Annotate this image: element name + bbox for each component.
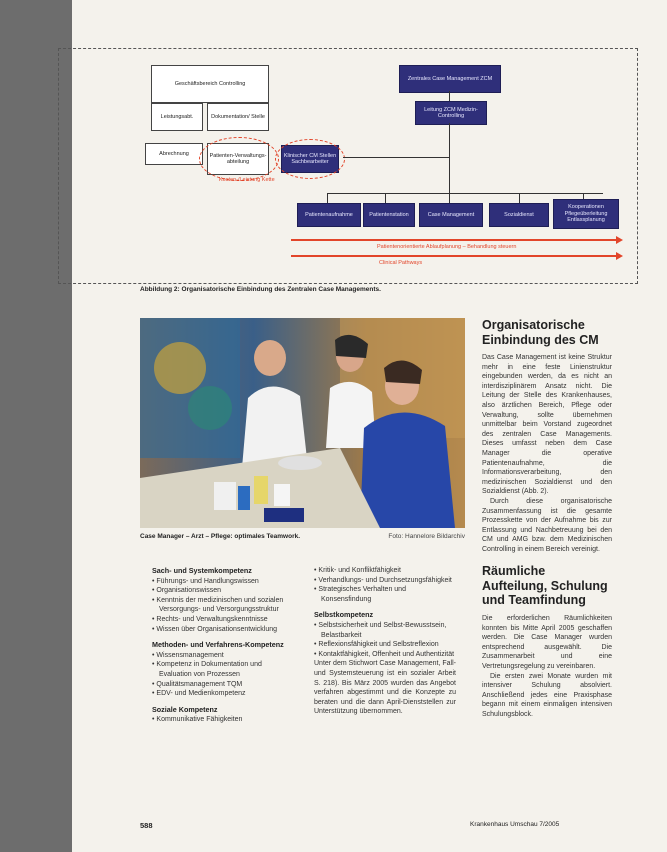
process-arrow <box>291 239 617 241</box>
list-item: • Führungs- und Handlungswissen <box>152 577 294 587</box>
photo-caption-text: Case Manager – Arzt – Pflege: optimales Teamwork. <box>140 533 301 540</box>
list-item: • Kritik- und Konfliktfähigkeit <box>314 566 456 576</box>
list-item: • Kommunikative Fähigkeiten <box>152 715 294 725</box>
box-klinischer-cm: Klinischer CM Stellen Sachbearbeiter <box>281 145 339 173</box>
body-paragraph: Durch diese organisatorische Zusammenfassung ist die gesamte Prozesskette von der Aufnahme bis zur Entlassung und Nachbetreuung bei den CM und AMG bzw. dem Medizinischen Controlling in einem Bereich vereinigt. <box>482 497 612 553</box>
heading-selbst: Selbstkompetenz <box>314 610 374 620</box>
figure-caption: Abbildung 2: Organisatorische Einbindung des Zentralen Case Managements. <box>140 286 381 293</box>
team-photo-image <box>140 318 465 528</box>
photo-caption <box>140 533 465 540</box>
box-patientenstation: Patientenstation <box>363 203 415 227</box>
side-column <box>482 318 612 720</box>
heading-sach-system: Sach- und Systemkompetenz <box>152 566 252 575</box>
box-case-management: Case Management <box>419 203 483 227</box>
list-soziale <box>152 715 294 725</box>
list-methoden <box>152 651 294 699</box>
list-item: • Kontaktfähigkeit, Offenheit und Authentizität <box>314 650 456 660</box>
photo-credit: Foto: Hannelore Bildarchiv <box>388 533 465 540</box>
org-diagram <box>58 48 638 284</box>
box-leitung-zcm: Leitung ZCM Medizin-Controlling <box>415 101 487 125</box>
list-soziale-cont <box>314 566 456 604</box>
middle-column <box>314 560 456 717</box>
list-selbst <box>314 621 456 659</box>
body-paragraph: Die erforderlichen Räumlichkeiten konnten bis Mitte April 2005 geschaffen werden. Die Case Manager wurden entsprechend ausgewählt. Die Zusammenarbeit und eine Vertretungsregelung zu vereinbaren. <box>482 614 612 670</box>
list-item: • Kenntnis der medizinischen und sozialen Versorgungs- und Versorgungsstruktur <box>152 596 294 615</box>
list-item: • Verhandlungs- und Durchsetzungsfähigkeit <box>314 576 456 586</box>
team-photo <box>140 318 465 528</box>
heading-raeumliche: Räumliche Aufteilung, Schulung und Teamfindung <box>482 564 608 608</box>
body-paragraph: Das Case Management ist keine Struktur mehr in eine feste Linienstruktur eingebunden werden, da es nicht an interdisziplinärem Ansatz nicht. Die Leitung der Stelle des Krankenhauses, also ärztlichen Bereich, Pflege oder Verwaltung, sollte übernehmen unmittelbar beim Vorstand zugeordnet des zentralen Case Managements. Dieses umfasst neben dem Case Manager die operative Patientenaufnahme, die Informationsverarbeitung, den medizinischen Sozialdienst und den Sozialdienst (Abb. 2). <box>482 354 612 496</box>
body-paragraph: Die ersten zwei Monate wurden mit intensiver Schulung absolviert. Anschließend jedes eine Praxisphase begann mit einem einmaligen intensiven Schulungsblock. <box>482 672 612 718</box>
list-item: • Rechts- und Verwaltungskenntnisse <box>152 615 294 625</box>
list-item: • Reflexionsfähigkeit und Selbstreflexion <box>314 640 456 650</box>
box-stabsstelle: Dokumentation/ Stelle <box>207 103 269 131</box>
box-patientenverwaltung: Patienten-Verwaltungs-abteilung <box>207 143 269 175</box>
box-sozialdienst: Sozialdienst <box>489 203 549 227</box>
list-item: • Qualitätsmanagement TQM <box>152 680 294 690</box>
box-patientenaufnahme: Patientenaufnahme <box>297 203 361 227</box>
list-item: • Strategisches Verhalten und Konsensfindung <box>314 585 456 604</box>
klinischer-ellipse <box>275 139 345 179</box>
chain-label: Kosten-/Leistung Kette <box>219 177 275 183</box>
heading-methoden: Methoden- und Verfahrens-Kompetenz <box>152 640 284 650</box>
page-number: 588 <box>140 821 153 830</box>
list-sach-system <box>152 577 294 635</box>
journal-name: Krankenhaus Umschau 7/2005 <box>470 821 560 828</box>
left-column <box>152 560 294 725</box>
pathway-arrow-label: Clinical Pathways <box>379 260 423 266</box>
list-item: • EDV- und Medienkompetenz <box>152 689 294 699</box>
list-item: • Kompetenz in Dokumentation und Evaluation von Prozessen <box>152 660 294 679</box>
body-paragraph: Unter dem Stichwort Case Management, Fall- und Systemsteuerung ist ein sozialer Arbeit S. 218). Bis März 2005 wurden das Angebot verfahren abgestimmt und die Konzepte zu beraten und die dann April-Dienststellen zur Unterstützung übernommen. <box>314 660 456 716</box>
process-arrow-label: Patientenorientierte Ablaufplanung – Behandlung steuern <box>377 244 517 250</box>
box-abrechnung: Abrechnung <box>145 143 203 165</box>
box-leistungsabt: Leistungsabt. <box>151 103 203 131</box>
list-item: • Wissen über Organisationsentwicklung <box>152 625 294 635</box>
list-item: • Selbstsicherheit und Selbst-Bewusstsein, Belastbarkeit <box>314 621 456 640</box>
box-kooperationen: Kooperationen Pflegeüberleitung Entlassplanung <box>553 199 619 229</box>
list-item: • Organisationswissen <box>152 586 294 596</box>
heading-organisatorische: Organisatorische Einbindung des CM <box>482 318 599 347</box>
pathway-arrow <box>291 255 617 257</box>
list-item: • Wissensmanagement <box>152 651 294 661</box>
box-geschaeftsleitung: Geschäftsbereich Controlling <box>151 65 269 103</box>
highlight-ellipse <box>199 137 279 181</box>
box-zentrales-cm: Zentrales Case Management ZCM <box>399 65 501 93</box>
heading-soziale: Soziale Kompetenz <box>152 704 218 714</box>
